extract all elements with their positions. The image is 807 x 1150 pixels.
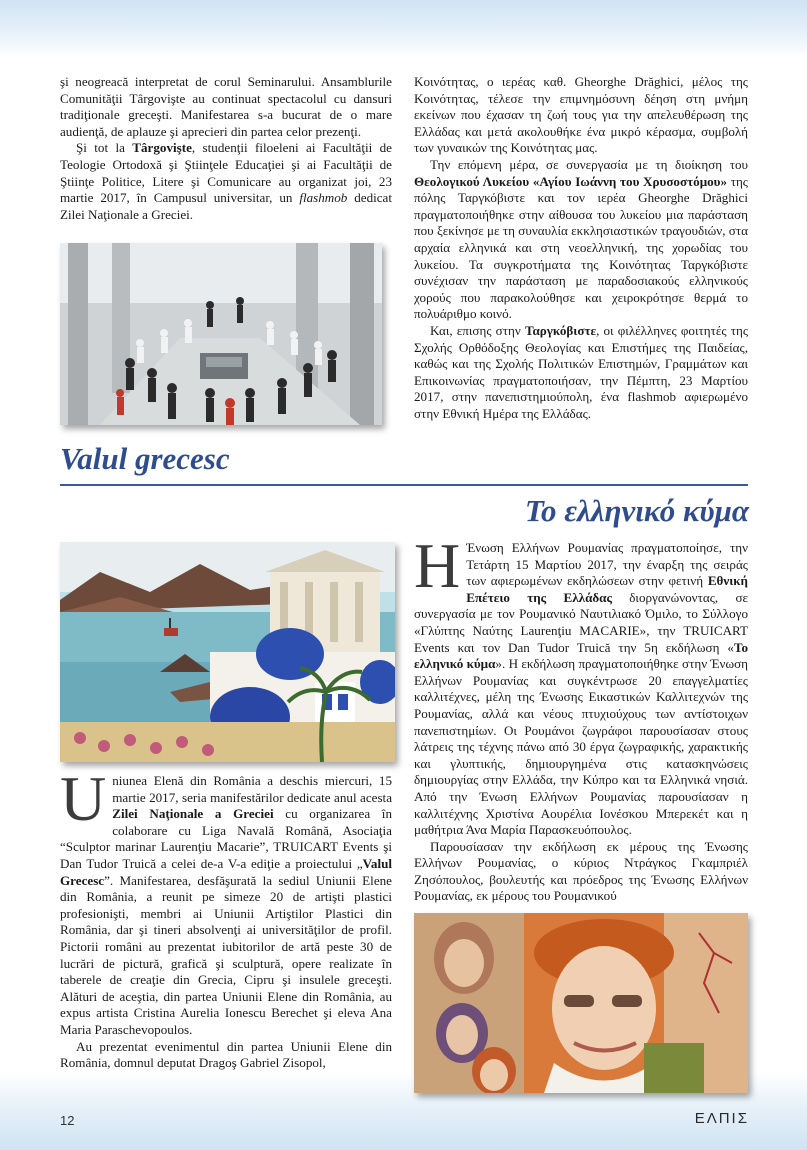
flashmob-illustration — [60, 243, 382, 425]
portrait-painting — [414, 913, 748, 1093]
text: ». Η εκδήλωση πραγματοποιήθηκε στην Ένωση Ελλήνων Ρουμανίας και συγκέντρωσε 20 επαγγελματίες καλλιτέχνες, μέλη της Ένωσης Εικαστικών Καλλιτεχνών της Ρουμανίας, αλλά και νέους πτυχιούχους των αντίστοιχων πανεπιστημίων. Οι Ρουμάνοι ζωγράφοι παρουσίασαν στους λάτρεις της τέχνης πάνω από 30 έργα ζωγραφικής, χαρακτικής και γλυπτικής, δημιουργημένα στις κατασκηνώσεις δημιουργίας στην Ελλάδα, την Κύπρο και τα Ελληνικά νησιά. Από την Ένωση Ελλήνων Ρουμανίας παρουσίασαν η καλλιτέχνης Χριστίνα Αουρέλια Ιονέσκου Μπερεκέτ και η μαθήτρια Άνα Μαρία Παρασκευόπουλος. — [414, 656, 749, 838]
paragraph — [414, 839, 748, 905]
seascape-painting — [60, 542, 395, 762]
text: της πόλης Ταργκόβιστε και τον ιερέα Gheorghe Drăghici πραγματοποιήθηκε στην αίθουσα του λυκείου μια παράσταση που ξεκίνησε με τη συναυλία εκκλησιαστικών τραγουδιών, στα αρχαία ελληνικά και στη νεοελληνική, της χορωδίας του λυκείου. Τα συγκροτήματα της Κοινότητας Ταργκόβιστε συνέχισαν την παράσταση με παραδοσιακούς ελληνικούς χορούς που παρακολούθησε και χειροκρότησε θερμά το πολυάριθμο κοινό. — [414, 173, 748, 322]
text: cu organizarea în colaborare cu Liga Navală Română, Asociaţia “Sculptor marinar Laurenţiu Macarie”, TRUICART Events şi Dan Tudor Truică a celei de-a V-a ediţie a proiectului „ — [60, 806, 392, 871]
top-left-column — [60, 74, 392, 223]
bold-text: Ταργκόβιστε — [524, 322, 597, 338]
text: dedicat Zilei Naţionale a Greciei. — [60, 190, 393, 222]
text: Ένωση Ελλήνων Ρουμανίας πραγματοποίησε, την Τετάρτη 15 Μαρτίου 2017, την έναρξη της σειράς των αφιερωμένων εκδηλώσεων στην φετινή — [466, 540, 748, 589]
paragraph — [414, 530, 749, 839]
text: , οι φιλέλληνες φοιτητές της Σχολής Ορθόδοξης Θεολογίας και Επιστήμες της Παιδείας, καθώς και της Σχολής Πολιτικών Επιστημών, Γραμμάτων και Επικοινωνίας πραγματοποιήσαν, την Πέμπτη, 23 Μαρτίου 2017, στην πανεπιστημιούπολη, ένα flashmob αφιερωμένο στην Εθνική Ημέρα της Ελλάδας. — [414, 322, 749, 421]
paragraph — [60, 763, 392, 1039]
bold-text: Zilei Naţionale a Greciei — [112, 806, 274, 822]
bold-text: Târgovişte — [132, 140, 192, 156]
paragraph — [414, 74, 748, 157]
paragraph — [60, 140, 392, 223]
section-divider — [60, 484, 748, 486]
paragraph — [60, 1039, 392, 1072]
dropcap: Η — [414, 530, 461, 601]
text: Την επόμενη μέρα, σε συνεργασία με τη διοίκηση του — [430, 156, 748, 172]
magazine-name: ΕΛΠΙΣ — [694, 1110, 749, 1127]
paragraph — [414, 323, 748, 423]
text: Au prezentat evenimentul din partea Uniunii Elene din România, domnul deputat Dragoş Gabriel Zisopol, — [60, 1038, 392, 1071]
heading-greek: Το ελληνικό κύμα — [524, 493, 749, 528]
bold-text: Valul Grecesc — [60, 855, 392, 888]
top-right-column — [414, 74, 748, 422]
bottom-left-column — [60, 763, 392, 1072]
bottom-right-column — [414, 530, 749, 905]
text: Şi tot la — [76, 140, 133, 156]
bold-text: Εθνική Επέτειο της Ελλάδας — [466, 573, 748, 605]
text: Και, επισης στην — [430, 322, 525, 338]
text: ”. Manifestarea, desfăşurată la sediul Uniunii Elene din România, a reunit pe simeze 20 de artişti plastici profesionişti, membri ai Uniunii Artiştilor Plastici din România, dar şi tineri absolvenţi ai universităţilor de profil. Pictorii români au prezentat iubitorilor de artă peste 30 de lucrări de pictură, grafică şi sculptură, opere realizate în taberele de creaţie din Grecia, Cipru şi insulele greceşti. Alături de aceştia, din partea Uniunii Elene din România, au expus artista Cristina Aurelia Ionescu Berechet şi eleva Ana Maria Paraschevopoulos. — [60, 872, 392, 1037]
text: niunea Elenă din România a deschis miercuri, 15 martie 2017, seria manifestărilor dedicate anul acesta — [112, 773, 392, 805]
flashmob-photo — [60, 243, 382, 425]
text: Κοινότητας, ο ιερέας καθ. Gheorghe Drăghici, μέλος της Κοινότητας, τέλεσε την επιμνημόσυνη δέηση στη μνήμη εκείνων που έχασαν τη ζωή τους για την απελευθέρωση της Ελλάδας και μετά ακολουθήκε ένα μικρό κέρασμα, συμβολή των γυναικών της Κοινότητας μας. — [414, 74, 748, 156]
bold-text: Το ελληνικό κύμα — [414, 639, 748, 672]
text: , studenţii filoeleni ai Facultăţii de Teologie Ortodoxă şi Ştiinţele Educaţiei şi ai Facultăţii de Ştiinţe Politice, Litere şi Comunicare au organizat joi, 23 martie 2017, în Campusul universitar, un — [60, 140, 392, 206]
paragraph — [414, 157, 748, 323]
paragraph — [60, 74, 392, 140]
text: διοργανώνοντας, σε συνεργασία με τον Ρουμανικό Ναυτιλιακό Όμιλο, το Σύλλογο «Γλύπτης Ναύτης Laurenţiu MACARIE», την TRUICART Events και τον Dan Tudor Truică την 5η εκδήλωση « — [414, 589, 748, 655]
seascape-illustration — [60, 542, 395, 762]
text: şi neogreacă interpretat de corul Seminarului. Ansamblurile Comunităţii Târgovişte au continuat spectacolul cu dansuri tradiţionale greceşti. Manifestarea s-a bucurat de o mare audienţă, de aplauze şi aprecieri din partea celor prezenţi. — [60, 74, 392, 139]
portrait-illustration — [414, 913, 748, 1093]
bold-text: Θεολογικού Λυκείου «Αγίου Ιωάννη του Χρυσοστόμου» — [414, 173, 728, 189]
heading-romanian: Valul grecesc — [60, 441, 230, 476]
page-number: 12 — [60, 1113, 75, 1128]
top-band — [0, 0, 807, 58]
italic-text: flashmob — [299, 190, 348, 206]
dropcap: U — [60, 763, 107, 834]
text: Παρουσίασαν την εκδήλωση εκ μέρους της Ένωσης Ελλήνων Ρουμανίας, ο κύριος Ντράγκος Γκαμπριέλ Ζησόπουλος, βουλευτής και πρόεδρος της Ένωσης Ελλήνων Ρουμανίας, εκ μέρους του Ρουμανικού — [414, 838, 748, 904]
